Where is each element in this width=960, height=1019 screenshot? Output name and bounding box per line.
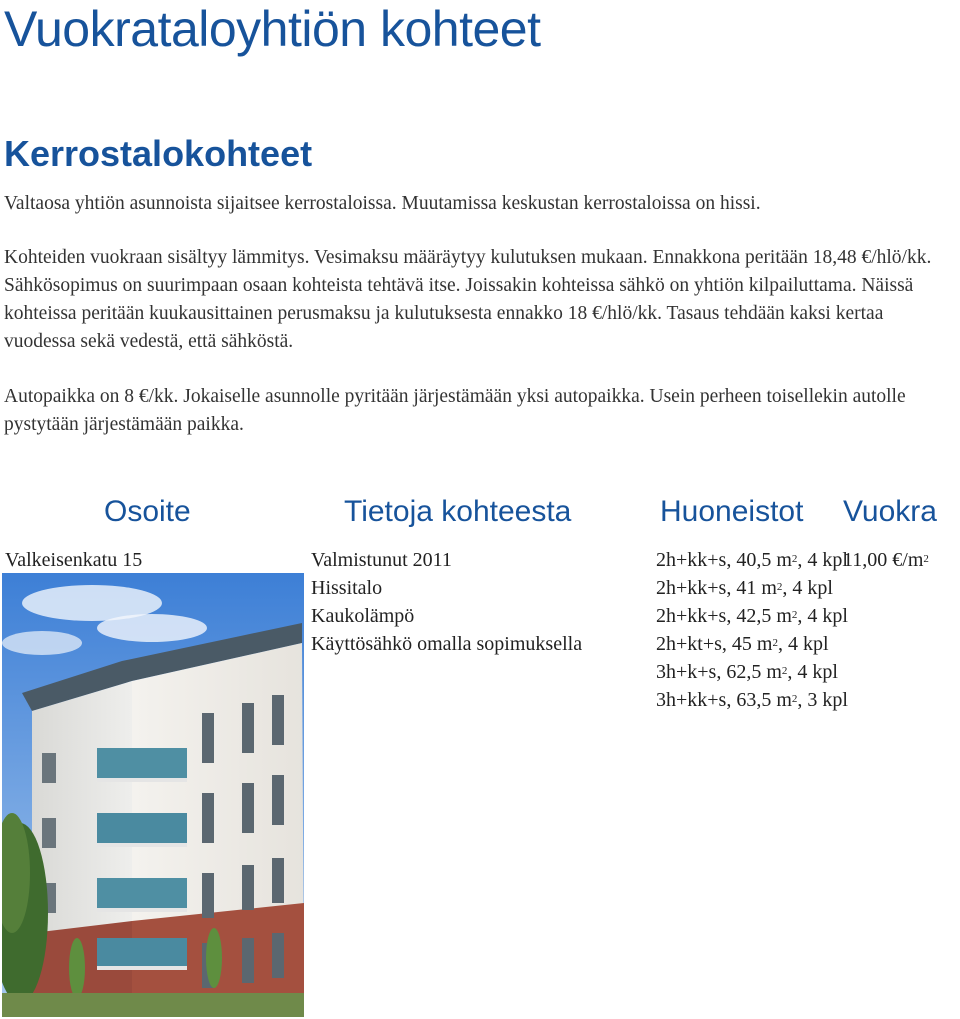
info-line: Valmistunut 2011 bbox=[311, 549, 452, 571]
header-address: Osoite bbox=[104, 495, 191, 528]
parking-paragraph: Autopaikka on 8 €/kk. Jokaiselle asunnolle pyritään järjestämään yksi autopaikka. Usein perheen toisellekin autolle pystytään järjestämään paikka. bbox=[4, 386, 906, 435]
page-title: Vuokrataloyhtiön kohteet bbox=[4, 1, 541, 57]
info-cell bbox=[311, 546, 651, 658]
address-cell: Valkeisenkatu 15 bbox=[5, 549, 143, 571]
apartment-entry: 2h+kk+s, 42,5 $m^2$, 4 kpl bbox=[656, 605, 848, 627]
apartment-entry: 2h+kk+s, 40,5 $m^2$, 4 kpl bbox=[656, 549, 848, 571]
header-info: Tietoja kohteesta bbox=[344, 495, 572, 528]
header-apartments: Huoneistot bbox=[660, 495, 804, 528]
apartment-entry: 2h+kk+s, 41 $m^2$, 4 kpl bbox=[656, 577, 833, 599]
rent-cell: 11,00 $€/m^2$ bbox=[843, 549, 929, 571]
apartment-entry: 2h+kt+s, 45 $m^2$, 4 kpl bbox=[656, 633, 829, 655]
section-title: Kerrostalokohteet bbox=[4, 133, 313, 174]
apartment-entry: 3h+k+s, 62,5 $m^2$, 4 kpl bbox=[656, 661, 838, 683]
costs-paragraph: Kohteiden vuokraan sisältyy lämmitys. Vesimaksu määräytyy kulutuksen mukaan. Ennakkona peritään 18,48 €/hlö/kk. Sähkösopimus on suurimpaan osaan kohteista tehtävä itse. Joissakin kohteissa sähkö on yhtiön kilpailuttama. Näissä kohteissa peritään kuukausittainen perusmaksu ja kulutuksesta ennakko 18 €/hlö/kk. Tasaus tehdään kaksi kertaa vuodessa sekä vedestä, että sähköstä. bbox=[4, 247, 932, 352]
building-photo bbox=[2, 573, 304, 1017]
header-rent: Vuokra bbox=[843, 495, 937, 528]
intro-paragraph: Valtaosa yhtiön asunnoista sijaitsee kerrostaloissa. Muutamissa keskustan kerrostaloissa on hissi. bbox=[4, 193, 761, 214]
info-line: Kaukolämpö bbox=[311, 605, 415, 627]
info-line: Käyttösähkö omalla sopimuksella bbox=[311, 633, 583, 655]
info-line: Hissitalo bbox=[311, 577, 383, 599]
apartment-entry: 3h+kk+s, 63,5 $m^2$, 3 kpl bbox=[656, 689, 848, 711]
apartments-cell bbox=[656, 546, 848, 714]
